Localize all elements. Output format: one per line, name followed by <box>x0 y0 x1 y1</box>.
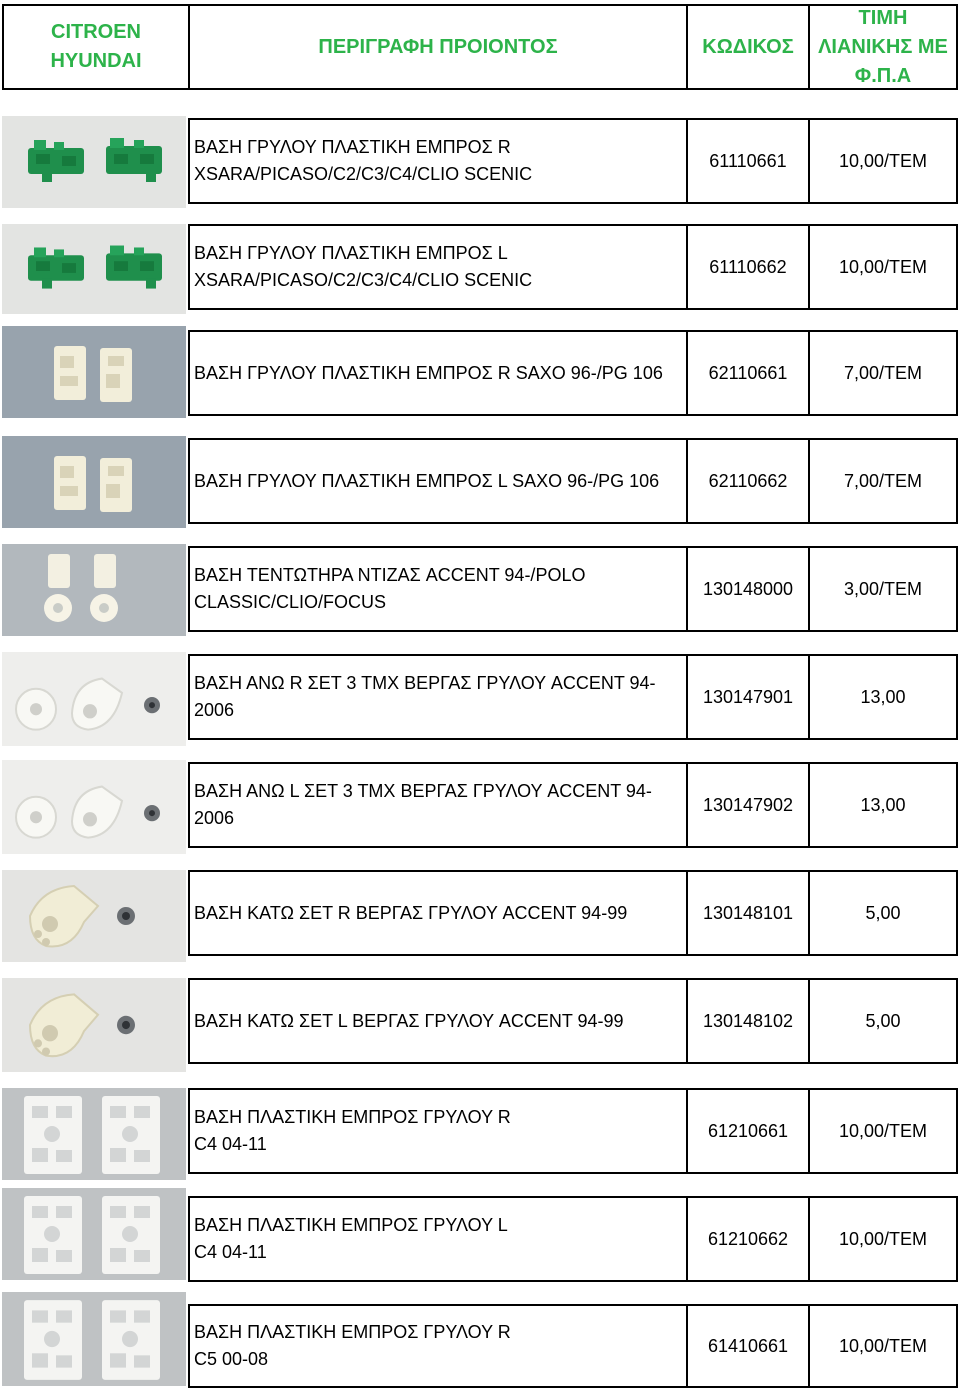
product-photo <box>2 652 186 746</box>
product-code: 61210662 <box>686 1196 810 1282</box>
product-code: 130147901 <box>686 654 810 740</box>
product-photo <box>2 760 186 854</box>
header-code-cell <box>686 4 810 90</box>
product-price: 5,00 <box>808 978 958 1064</box>
product-photo <box>2 978 186 1072</box>
product-code: 130148000 <box>686 546 810 632</box>
header-description-cell <box>188 4 688 90</box>
product-description: ΒΑΣΗ ΓΡΥΛΟΥ ΠΛΑΣΤΙΚΗ ΕΜΠΡΟΣ R XSARA/PICASO/C2/C3/C4/CLIO SCENIC <box>188 118 688 204</box>
product-description: ΒΑΣΗ ΚΑΤΩ ΣΕΤ R ΒΕΡΓΑΣ ΓΡΥΛΟΥ ACCENT 94-99 <box>188 870 688 956</box>
product-price: 7,00/TEM <box>808 438 958 524</box>
product-description: ΒΑΣΗ ΓΡΥΛΟΥ ΠΛΑΣΤΙΚΗ ΕΜΠΡΟΣ L SAXO 96-/PG 106 <box>188 438 688 524</box>
header-brand-cell <box>2 4 190 90</box>
product-code: 130148101 <box>686 870 810 956</box>
product-description: ΒΑΣΗ ΤΕΝΤΩΤΗΡΑ ΝΤΙΖΑΣ ACCENT 94-/POLO CLASSIC/CLIO/FOCUS <box>188 546 688 632</box>
product-price: 5,00 <box>808 870 958 956</box>
header-price: ΤΙΜΗ ΛΙΑΝΙΚΗΣ ΜΕ Φ.Π.Α <box>818 6 948 87</box>
product-description: ΒΑΣΗ ΓΡΥΛΟΥ ΠΛΑΣΤΙΚΗ ΕΜΠΡΟΣ L XSARA/PICASO/C2/C3/C4/CLIO SCENIC <box>188 224 688 310</box>
product-code: 130148102 <box>686 978 810 1064</box>
product-price: 7,00/TEM <box>808 330 958 416</box>
product-price: 10,00/TEM <box>808 1088 958 1174</box>
product-price: 10,00/TEM <box>808 1196 958 1282</box>
product-description: ΒΑΣΗ ΚΑΤΩ ΣΕΤ L ΒΕΡΓΑΣ ΓΡΥΛΟΥ ACCENT 94-99 <box>188 978 688 1064</box>
product-photo <box>2 224 186 314</box>
header-brand: CITROEN HYUNDAI <box>50 21 142 72</box>
product-price: 13,00 <box>808 762 958 848</box>
product-description: ΒΑΣΗ ΠΛΑΣΤΙΚΗ ΕΜΠΡΟΣ ΓΡΥΛΟΥ R C4 04-11 <box>188 1088 688 1174</box>
product-description: ΒΑΣΗ ΠΛΑΣΤΙΚΗ ΕΜΠΡΟΣ ΓΡΥΛΟΥ L C4 04-11 <box>188 1196 688 1282</box>
product-photo <box>2 1088 186 1180</box>
product-photo <box>2 116 186 208</box>
product-code: 130147902 <box>686 762 810 848</box>
product-photo <box>2 870 186 962</box>
product-code: 61110662 <box>686 224 810 310</box>
product-price: 13,00 <box>808 654 958 740</box>
product-description: ΒΑΣΗ ΑΝΩ R ΣΕΤ 3 ΤΜΧ ΒΕΡΓΑΣ ΓΡΥΛΟΥ ACCENT 94- 2006 <box>188 654 688 740</box>
product-photo <box>2 544 186 636</box>
product-code: 61110661 <box>686 118 810 204</box>
product-price: 10,00/TEM <box>808 118 958 204</box>
product-price: 10,00/TEM <box>808 224 958 310</box>
product-price: 3,00/TEM <box>808 546 958 632</box>
product-photo <box>2 436 186 528</box>
product-description: ΒΑΣΗ ΠΛΑΣΤΙΚΗ ΕΜΠΡΟΣ ΓΡΥΛΟΥ R C5 00-08 <box>188 1304 688 1388</box>
product-photo <box>2 326 186 418</box>
product-code: 61210661 <box>686 1088 810 1174</box>
product-code: 62110661 <box>686 330 810 416</box>
product-photo <box>2 1188 186 1280</box>
product-code: 61410661 <box>686 1304 810 1388</box>
product-description: ΒΑΣΗ ΓΡΥΛΟΥ ΠΛΑΣΤΙΚΗ ΕΜΠΡΟΣ R SAXO 96-/PG 106 <box>188 330 688 416</box>
product-code: 62110662 <box>686 438 810 524</box>
product-description: ΒΑΣΗ ΑΝΩ L ΣΕΤ 3 ΤΜΧ ΒΕΡΓΑΣ ΓΡΥΛΟΥ ACCENT 94- 2006 <box>188 762 688 848</box>
header-code: ΚΩΔΙΚΟΣ <box>702 35 794 58</box>
product-price: 10,00/TEM <box>808 1304 958 1388</box>
product-photo <box>2 1292 186 1386</box>
header-description: ΠΕΡΙΓΡΑΦΗ ΠΡΟΙΟΝΤΟΣ <box>318 35 558 58</box>
header-price-cell <box>808 4 958 90</box>
